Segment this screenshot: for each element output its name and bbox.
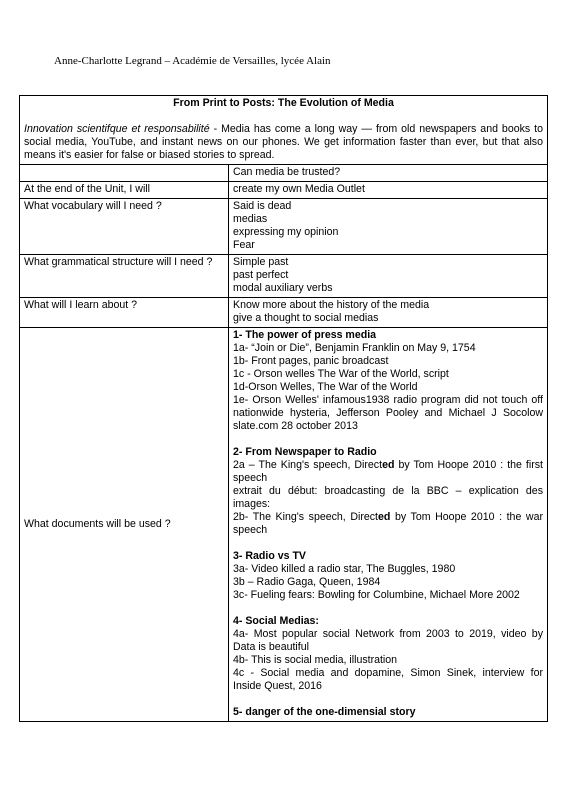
header-row: [20, 96, 548, 165]
question-row: [20, 165, 548, 182]
section-title: 3- Radio vs TV: [233, 550, 306, 562]
unit-row: [20, 182, 548, 199]
grammar-row: [20, 255, 548, 298]
list-item: Simple past: [233, 256, 289, 268]
header-cell: [20, 96, 548, 165]
author-line: Anne-Charlotte Legrand – Académie de Versailles, lycée Alain: [54, 55, 331, 67]
list-item: 3c- Fueling fears: Bowling for Columbine, Michael More 2002: [233, 589, 520, 601]
documents-row: [20, 328, 548, 722]
intro-paragraph: [24, 123, 543, 162]
list-item: 2b- The King's speech, Directed by Tom Hoope 2010 : the war speech: [233, 511, 543, 536]
list-item: 1e- Orson Welles' infamous1938 radio program did not touch off nationwide hysteria, Jefferson Pooley and Michael J Socolow slate.com 28 october 2013: [233, 394, 543, 432]
list-item: 4a- Most popular social Network from 2003 to 2019, video by Data is beautiful: [233, 628, 543, 653]
list-item: 4b- This is social media, illustration: [233, 654, 398, 666]
intro-text: - Media has come a long way — from old newspapers and books to social media, YouTube, and instant news on our phones. We get information faster than ever, but that also means it's easier for false or biased stories to spread.: [24, 123, 543, 161]
grammar-label: What grammatical structure will I need ?: [20, 255, 229, 298]
documents-label: What documents will be used ?: [20, 328, 229, 722]
list-item: 1c - Orson welles The War of the World, script: [233, 368, 449, 380]
list-item: 3a- Video killed a radio star, The Buggles, 1980: [233, 563, 456, 575]
section-title: 4- Social Medias:: [233, 615, 319, 627]
list-item: Said is dead: [233, 200, 292, 212]
list-item: 3b – Radio Gaga, Queen, 1984: [233, 576, 381, 588]
question-cell: Can media be trusted?: [229, 165, 548, 182]
document-title: From Print to Posts: The Evolution of Media: [173, 97, 394, 109]
list-item: medias: [233, 213, 268, 225]
vocabulary-list: [229, 199, 548, 255]
list-item: 1a- “Join or Die”, Benjamin Franklin on May 9, 1754: [233, 342, 476, 354]
documents-list: [229, 328, 548, 722]
vocabulary-row: [20, 199, 548, 255]
list-item: 2a – The King's speech, Directed by Tom Hoope 2010 : the first speech: [233, 459, 543, 484]
list-item: Know more about the history of the media: [233, 299, 430, 311]
list-item: 1d-Orson Welles, The War of the World: [233, 381, 418, 393]
question-empty-cell: [20, 165, 229, 182]
section-title: 2- From Newspaper to Radio: [233, 446, 377, 458]
list-item: expressing my opinion: [233, 226, 339, 238]
learn-row: [20, 298, 548, 328]
learn-list: [229, 298, 548, 328]
list-item: 1b- Front pages, panic broadcast: [233, 355, 389, 367]
section-title: 5- danger of the one-dimensial story: [233, 706, 416, 718]
list-item: give a thought to social medias: [233, 312, 379, 324]
section-title: 1- The power of press media: [233, 329, 377, 341]
unit-plan-table: [19, 95, 548, 722]
unit-label: At the end of the Unit, I will: [20, 182, 229, 199]
list-item: Fear: [233, 239, 255, 251]
unit-value: create my own Media Outlet: [229, 182, 548, 199]
intro-italic: Innovation scientifque et responsabilité: [24, 123, 210, 135]
vocabulary-label: What vocabulary will I need ?: [20, 199, 229, 255]
list-item: past perfect: [233, 269, 289, 281]
list-item: extrait du début: broadcasting de la BBC – explication des images:: [233, 485, 543, 510]
list-item: 4c - Social media and dopamine, Simon Sinek, interview for Inside Quest, 2016: [233, 667, 543, 692]
learn-label: What will I learn about ?: [20, 298, 229, 328]
list-item: modal auxiliary verbs: [233, 282, 333, 294]
grammar-list: [229, 255, 548, 298]
